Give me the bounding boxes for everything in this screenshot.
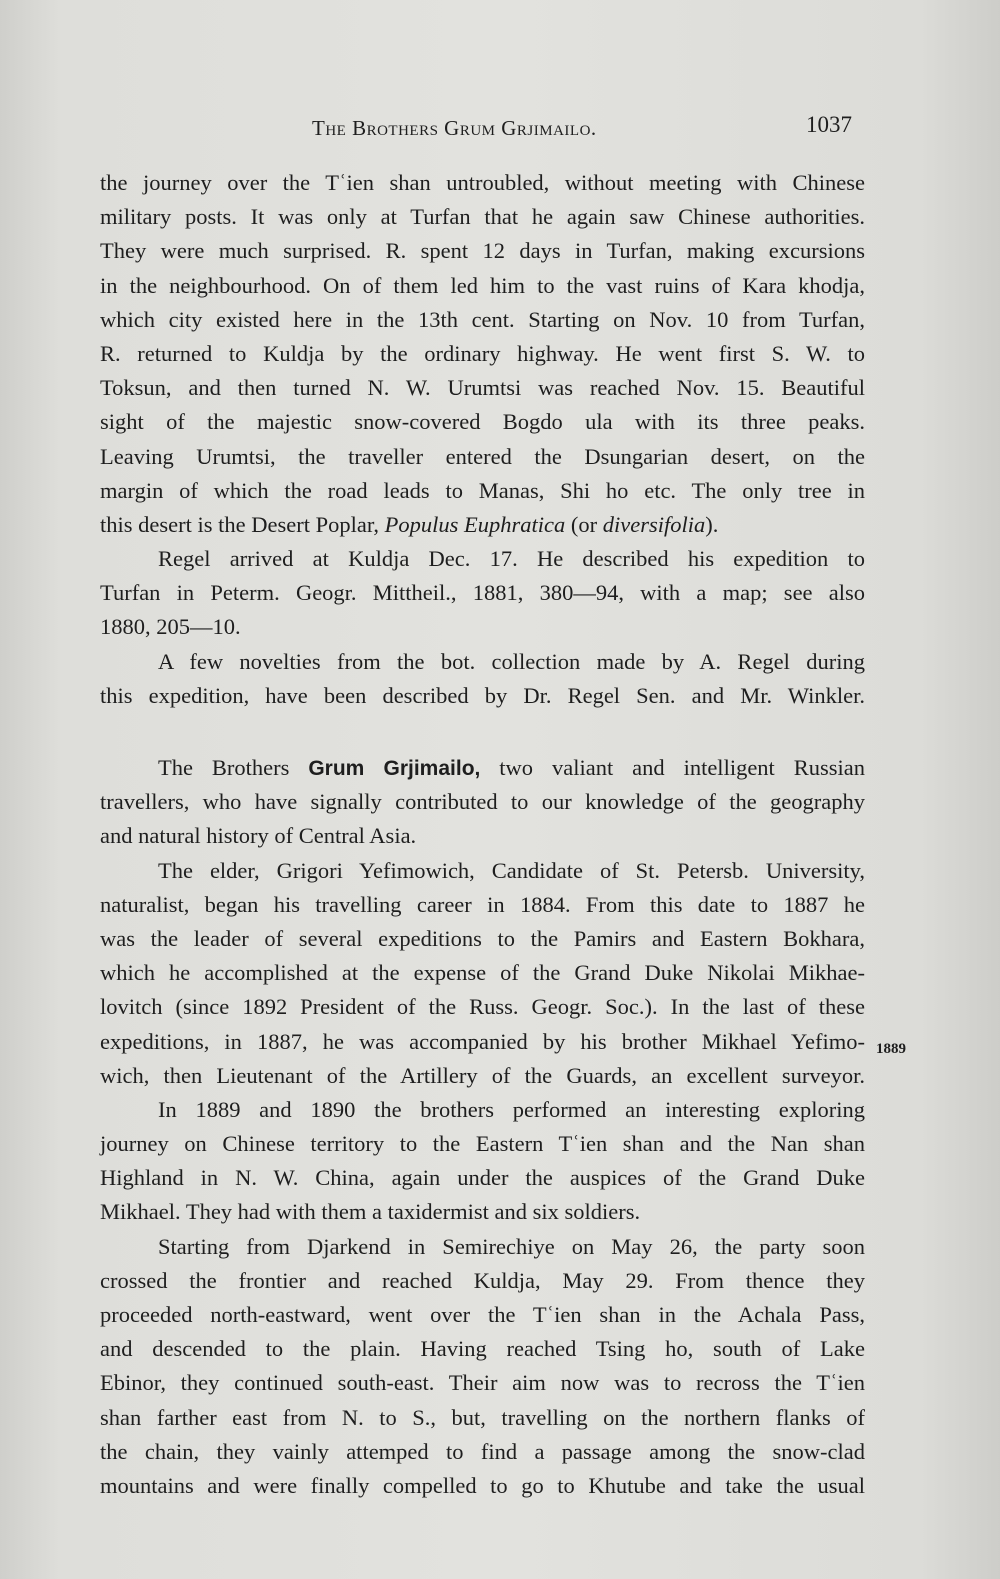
text-line: 1880, 205—10. [100,614,241,640]
text-line: Leaving Urumtsi, the traveller entered the Dsungarian desert, on the [100,443,865,469]
text-line: military posts. It was only at Turfan that he again saw Chinese authorities. [100,204,865,230]
text-line: mountains and were finally compelled to go to Khutube and take the usual [100,1472,865,1498]
margin-year-note: 1889 [876,1041,906,1057]
text-line: travellers, who have signally contributed to our knowledge of the geography [100,789,865,815]
text-fragment: ). [705,511,719,537]
text-line [100,751,865,785]
text-line: Starting from Djarkend in Semirechiye on May 26, the party soon [158,1233,865,1259]
text-line: R. returned to Kuldja by the ordinary highway. He went first S. W. to [100,340,865,366]
text-line: journey on Chinese territory to the Eastern Tʿien shan and the Nan shan [100,1131,865,1157]
text-line: sight of the majestic snow-covered Bogdo ula with its three peaks. [100,409,865,435]
text-fragment: (or [565,511,603,537]
text-line: naturalist, began his travelling career in 1884. From this date to 1887 he [100,891,865,917]
text-line: wich, then Lieutenant of the Artillery of the Guards, an excellent surveyor. [100,1062,865,1088]
text-line: Ebinor, they continued south-east. Their aim now was to recross the Tʿien [100,1370,865,1396]
text-line: expeditions, in 1887, he was accompanied by his brother Mikhael Yefimo- [100,1028,865,1054]
text-line: Turfan in Peterm. Geogr. Mittheil., 1881, 380—94, with a map; see also [100,580,865,606]
text-line [100,508,865,542]
text-line: The elder, Grigori Yefimowich, Candidate of St. Petersb. University, [158,857,865,883]
text-line: Toksun, and then turned N. W. Urumtsi was reached Nov. 15. Beautiful [100,375,865,401]
text-line: shan farther east from N. to S., but, travelling on the northern flanks of [100,1404,865,1430]
text-line: this expedition, have been described by Dr. Regel Sen. and Mr. Winkler. [100,682,865,708]
body-text [100,166,865,1503]
text-fragment: The Brothers [158,755,309,780]
text-fragment: this desert is the Desert Poplar, [100,511,385,537]
text-line: the journey over the Tʿien shan untroubled, without meeting with Chinese [100,170,865,195]
text-line: proceeded north-eastward, went over the Tʿien shan in the Achala Pass, [100,1302,865,1327]
text-line: which city existed here in the 13th cent. Starting on Nov. 10 from Turfan, [100,306,865,332]
text-line: In 1889 and 1890 the brothers performed an interesting exploring [158,1096,865,1122]
running-head [100,112,860,146]
running-title: The Brothers Grum Grjimailo. [312,116,597,140]
species-name: Populus Euphratica [384,511,566,537]
text-fragment: two valiant and intelligent Russian [480,755,865,780]
text-line: Highland in N. W. China, again under the auspices of the Grand Duke [100,1165,865,1191]
species-synonym: diversifolia [602,511,706,537]
section-gap [100,713,865,751]
text-line: and descended to the plain. Having reached Tsing ho, south of Lake [100,1336,865,1362]
text-line: was the leader of several expeditions to the Pamirs and Eastern Bokhara, [100,925,865,951]
text-line: and natural history of Central Asia. [100,823,417,849]
page-number: 1037 [806,112,852,137]
text-line: crossed the frontier and reached Kuldja, May 29. From thence they [100,1267,865,1293]
text-line: A few novelties from the bot. collection made by A. Regel during [158,648,865,674]
text-line: in the neighbourhood. On of them led him to the vast ruins of Kara khodja, [100,272,865,298]
text-line: They were much surprised. R. spent 12 days in Turfan, making excursions [100,238,865,264]
text-line: Mikhael. They had with them a taxidermist and six soldiers. [100,1199,641,1225]
text-line: Regel arrived at Kuldja Dec. 17. He described his expedition to [158,546,865,572]
entry-heading-name: Grum Grjimailo, [308,757,481,780]
text-line: margin of which the road leads to Manas, Shi ho etc. The only tree in [100,477,865,503]
text-line: the chain, they vainly attemped to find a passage among the snow-clad [100,1438,865,1464]
text-line: which he accomplished at the expense of the Grand Duke Nikolai Mikhae- [100,960,865,986]
text-line: lovitch (since 1892 President of the Russ. Geogr. Soc.). In the last of these [100,994,865,1020]
